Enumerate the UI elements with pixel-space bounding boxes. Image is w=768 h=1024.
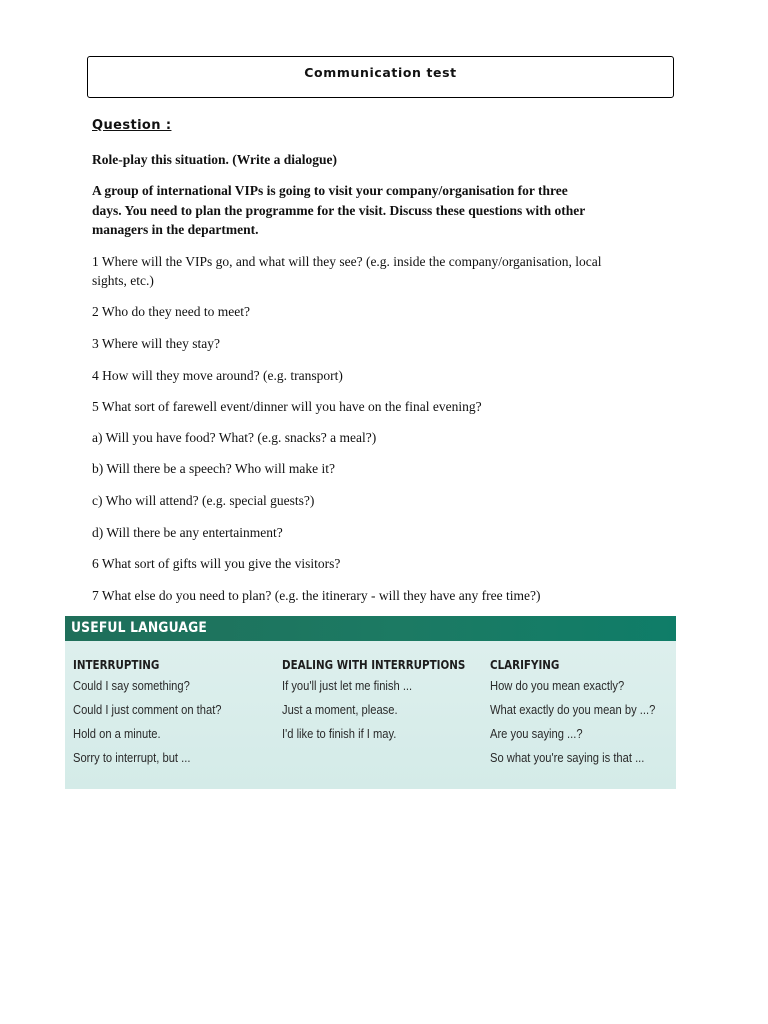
phrase-item: Just a moment, please. — [282, 702, 398, 717]
question-6: 6 What sort of gifts will you give the visitors? — [92, 556, 341, 571]
scenario-paragraph — [92, 181, 682, 240]
question-2: 2 Who do they need to meet? — [92, 304, 250, 319]
title-box — [87, 56, 674, 98]
dealing-column — [282, 656, 495, 746]
phrase-item: Could I just comment on that? — [73, 702, 222, 717]
phrase-item: Are you saying ...? — [490, 726, 583, 741]
question-7: 7 What else do you need to plan? (e.g. the itinerary - will they have any free time?) — [92, 588, 541, 603]
question-1-line-2: sights, etc.) — [92, 273, 154, 288]
question-5a: a) Will you have food? What? (e.g. snacks? a meal?) — [92, 430, 377, 445]
phrase-item: So what you're saying is that ... — [490, 750, 645, 765]
page-title: Communication test — [304, 65, 457, 80]
dealing-heading: DEALING WITH INTERRUPTIONS — [282, 658, 466, 672]
phrase-item: If you'll just let me finish ... — [282, 678, 413, 693]
question-5c: c) Who will attend? (e.g. special guests?) — [92, 493, 315, 508]
question-5b: b) Will there be a speech? Who will make it? — [92, 461, 335, 476]
phrase-item: I'd like to finish if I may. — [282, 726, 397, 741]
phrase-item: Hold on a minute. — [73, 726, 161, 741]
scenario-line: A group of international VIPs is going to visit your company/organisation for three — [92, 183, 568, 198]
phrase-item: Could I say something? — [73, 678, 190, 693]
useful-language-title: USEFUL LANGUAGE — [71, 620, 208, 636]
scenario-line: days. You need to plan the programme for the visit. Discuss these questions with other — [92, 202, 586, 218]
instruction-text: Role-play this situation. (Write a dialogue) — [92, 152, 338, 167]
useful-language-header — [65, 616, 676, 641]
interrupting-column — [73, 656, 246, 770]
useful-language-panel — [65, 616, 676, 789]
question-3: 3 Where will they stay? — [92, 336, 220, 351]
question-label: Question : — [92, 118, 172, 133]
question-4: 4 How will they move around? (e.g. transport) — [92, 368, 343, 383]
phrase-item: Sorry to interrupt, but ... — [73, 750, 191, 765]
question-5d: d) Will there be any entertainment? — [92, 525, 283, 540]
scenario-line: managers in the department. — [92, 222, 259, 237]
clarifying-heading: CLARIFYING — [490, 658, 560, 672]
clarifying-column — [490, 656, 682, 770]
question-5: 5 What sort of farewell event/dinner will you have on the final evening? — [92, 399, 482, 414]
interrupting-heading: INTERRUPTING — [73, 658, 160, 672]
phrase-item: What exactly do you mean by ...? — [490, 702, 656, 717]
question-1-line-1: 1 Where will the VIPs go, and what will they see? (e.g. inside the company/organisation, local — [92, 254, 602, 269]
phrase-item: How do you mean exactly? — [490, 678, 625, 693]
